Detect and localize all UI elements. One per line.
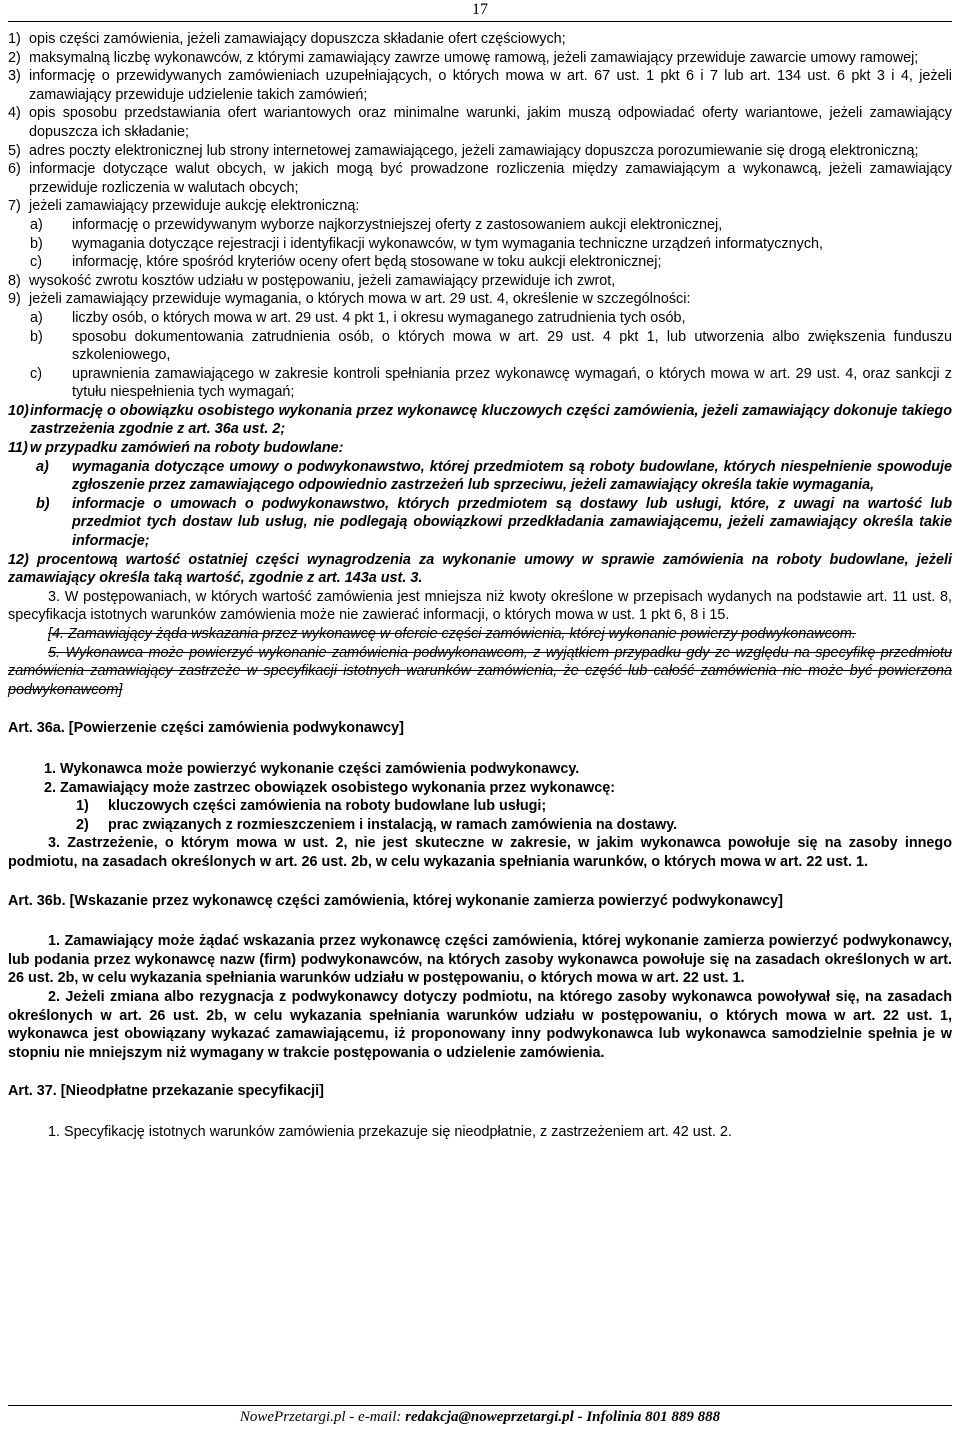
paragraph: 3. W postępowaniach, w których wartość zamówienia jest mniejsza niż kwoty określone w przepisach wydanych na podstawie art. 11 ust. 8, specyfikacja istotnych warunków zamówienia może nie zawierać informacji, o których mowa w ust. 1 pkt 6, 8 i 15. <box>8 588 952 624</box>
list-item: b) informacje o umowach o podwykonawstwo, których przedmiotem są dostawy lub usługi, które, z uwagi na wartość lub przedmiot tych dostaw lub usług, nie podlegają obowiązkowi przedkładania zamawiającemu, jeżeli zamawiający określa takie informacje; <box>36 495 952 550</box>
list-item: 7) jeżeli zamawiający przewiduje aukcję elektroniczną: <box>8 198 360 215</box>
item9-sublist <box>8 309 952 402</box>
paragraph: 2. Jeżeli zmiana albo rezygnacja z podwykonawcy dotyczy podmiotu, na którego zasoby wykonawca powoływał się, na zasadach określonych w art. 26 ust. 2b, w celu wykazania spełniania warunków udziału w postępowaniu, o których mowa w art. 22 ust. 1, wykonawca jest obowiązany wykazać zamawiającemu, iż proponowany inny podwykonawca lub wykonawca samodzielnie spełnia je w stopniu nie mniejszym niż wymagany w trakcie postępowania o udzielenie zamówienia. <box>8 988 952 1061</box>
footer-text <box>0 1409 960 1426</box>
header-rule <box>8 21 952 22</box>
list-item: a) informację o przewidywanym wyborze najkorzystniejszej oferty z zastosowaniem aukcji elektronicznej, <box>30 216 723 233</box>
list-item: 5) adres poczty elektronicznej lub strony internetowej zamawiającego, jeżeli zamawiający dopuszcza porozumiewanie się drogą elektroniczną; <box>8 142 919 159</box>
struck-paragraph: [4. Zamawiający żąda wskazania przez wykonawcę w ofercie części zamówienia, której wykonanie powierzy podwykonawcom. <box>48 626 856 642</box>
footer-rule <box>8 1405 952 1406</box>
footer-site: NowePrzetargi.pl - e-mail: <box>239 1409 406 1425</box>
page-number: 17 <box>472 1 488 18</box>
document-body <box>8 30 952 1141</box>
list-item: a) liczby osób, o których mowa w art. 29 ust. 4 pkt 1, i okresu wymaganego zatrudnienia tych osób, <box>30 309 686 326</box>
list-item: b) wymagania dotyczące rejestracji i identyfikacji wykonawców, w tym wymagania techniczne urządzeń informatycznych, <box>30 235 824 252</box>
item-list <box>8 30 952 216</box>
list-item: 3) informację o przewidywanych zamówieniach uzupełniających, o których mowa w art. 67 ust. 1 pkt 6 i 7 lub art. 134 ust. 6 pkt 3 i 4, jeżeli zamawiający przewiduje udzielenie takich zamówień; <box>8 68 952 103</box>
list-item: 2) prac związanych z rozmieszczeniem i instalacją, w ramach zamówienia na dostawy. <box>76 816 678 833</box>
article-title: Art. 36a. [Powierzenie części zamówienia podwykonawcy] <box>8 720 404 737</box>
list-item: 4) opis sposobu przedstawiania ofert wariantowych oraz minimalne warunki, jakim muszą odpowiadać oferty wariantowe, jeżeli zamawiający dopuszcza ich składanie; <box>8 105 952 140</box>
list-item: c) informację, które spośród kryteriów oceny ofert będą stosowane w toku aukcji elektronicznej; <box>30 254 662 271</box>
article-title: Art. 37. [Nieodpłatne przekazanie specyfikacji] <box>8 1083 324 1100</box>
struck-paragraph: 5. Wykonawca może powierzyć wykonanie zamówienia podwykonawcom, z wyjątkiem przypadku gdy ze względu na specyfikę przedmiotu zamówienia zamawiający zastrzeże w specyfikacji istotnych warunków zamówienia, że część lub całość zamówienia nie może być powierzona podwykonawcom] <box>8 644 952 698</box>
article-title: Art. 36b. [Wskazanie przez wykonawcę części zamówienia, której wykonanie zamierza powierzyć podwykonawcy] <box>8 892 783 909</box>
list-item: 6) informacje dotyczące walut obcych, w jakich mogą być prowadzone rozliczenia między zamawiającym a wykonawcą, jeżeli zamawiający przewiduje rozliczenia w walutach obcych; <box>8 161 952 196</box>
list-item: 1) opis części zamówienia, jeżeli zamawiający dopuszcza składanie ofert częściowych; <box>8 31 566 47</box>
footer-email[interactable]: redakcja@noweprzetargi.pl - Infolinia 801 889 888 <box>405 1409 721 1425</box>
paragraph: 1. Zamawiający może żądać wskazania przez wykonawcę części zamówienia, której wykonanie zamierza powierzyć podwykonawcy, lub podania przez wykonawcę nazw (firm) podwykonawców, na których zasoby wykonawca powołuje się na zasadach określonych w art. 26 ust. 2b, w celu wykazania spełniania warunków udziału w postępowaniu, o których mowa w art. 22 ust. 1. <box>8 933 952 987</box>
list-item: 11) w przypadku zamówień na roboty budowlane: <box>8 440 344 457</box>
page-header <box>0 0 960 22</box>
list-item: 1) kluczowych części zamówienia na roboty budowlane lub usługi; <box>76 798 547 815</box>
paragraph: 3. Zastrzeżenie, o którym mowa w ust. 2, nie jest skuteczne w zakresie, w jakim wykonawca powołuje się na zasoby innego podmiotu, na zasadach określonych w art. 26 ust. 2b, w celu wykazania spełniania warunków, o których mowa w art. 22 ust. 1. <box>8 835 952 870</box>
paragraph: 1. Specyfikację istotnych warunków zamówienia przekazuje się nieodpłatnie, z zastrzeżeniem art. 42 ust. 2. <box>48 1123 732 1140</box>
list-item: 9) jeżeli zamawiający przewiduje wymagania, o których mowa w art. 29 ust. 4, określenie w szczególności: <box>8 291 691 308</box>
list-item: 2) maksymalną liczbę wykonawców, z którymi zamawiający zawrze umowę ramową, jeżeli zamawiający przewiduje zawarcie umowy ramowej; <box>8 49 919 66</box>
list-item: b) sposobu dokumentowania zatrudnienia osób, o których mowa w art. 29 ust. 4 pkt 1, lub utworzenia albo zwiększenia funduszu szkoleniowego, <box>30 328 952 364</box>
paragraph: 2. Zamawiający może zastrzec obowiązek osobistego wykonania przez wykonawcę: <box>44 779 616 796</box>
item7-sublist <box>8 216 952 272</box>
list-item: 8) wysokość zwrotu kosztów udziału w postępowaniu, jeżeli zamawiający przewiduje ich zwrot, <box>8 272 616 289</box>
list-item: 12) procentową wartość ostatniej części wynagrodzenia za wykonanie umowy w sprawie zamówienia na roboty budowlane, jeżeli zamawiający określa taką wartość, zgodnie z art. 143a ust. 3. <box>8 551 952 587</box>
list-item: 10) informację o obowiązku osobistego wykonania przez wykonawcę kluczowych części zamówienia, jeżeli zamawiający dokonuje takiego zastrzeżenia zgodnie z art. 36a ust. 2; <box>8 402 952 438</box>
paragraph: 1. Wykonawca może powierzyć wykonanie części zamówienia podwykonawcy. <box>44 760 580 777</box>
list-item: c) uprawnienia zamawiającego w zakresie kontroli spełniania przez wykonawcę wymagań, o których mowa w art. 29 ust. 4, oraz sankcji z tytułu niespełnienia tych wymagań; <box>30 365 952 401</box>
list-item: a) wymagania dotyczące umowy o podwykonawstwo, której przedmiotem są roboty budowlane, których niespełnienie spowoduje zgłoszenie przez zamawiającego odpowiednio zastrzeżeń lub sprzeciwu, jeżeli zamawiający określa takie wymagania, <box>36 458 952 494</box>
